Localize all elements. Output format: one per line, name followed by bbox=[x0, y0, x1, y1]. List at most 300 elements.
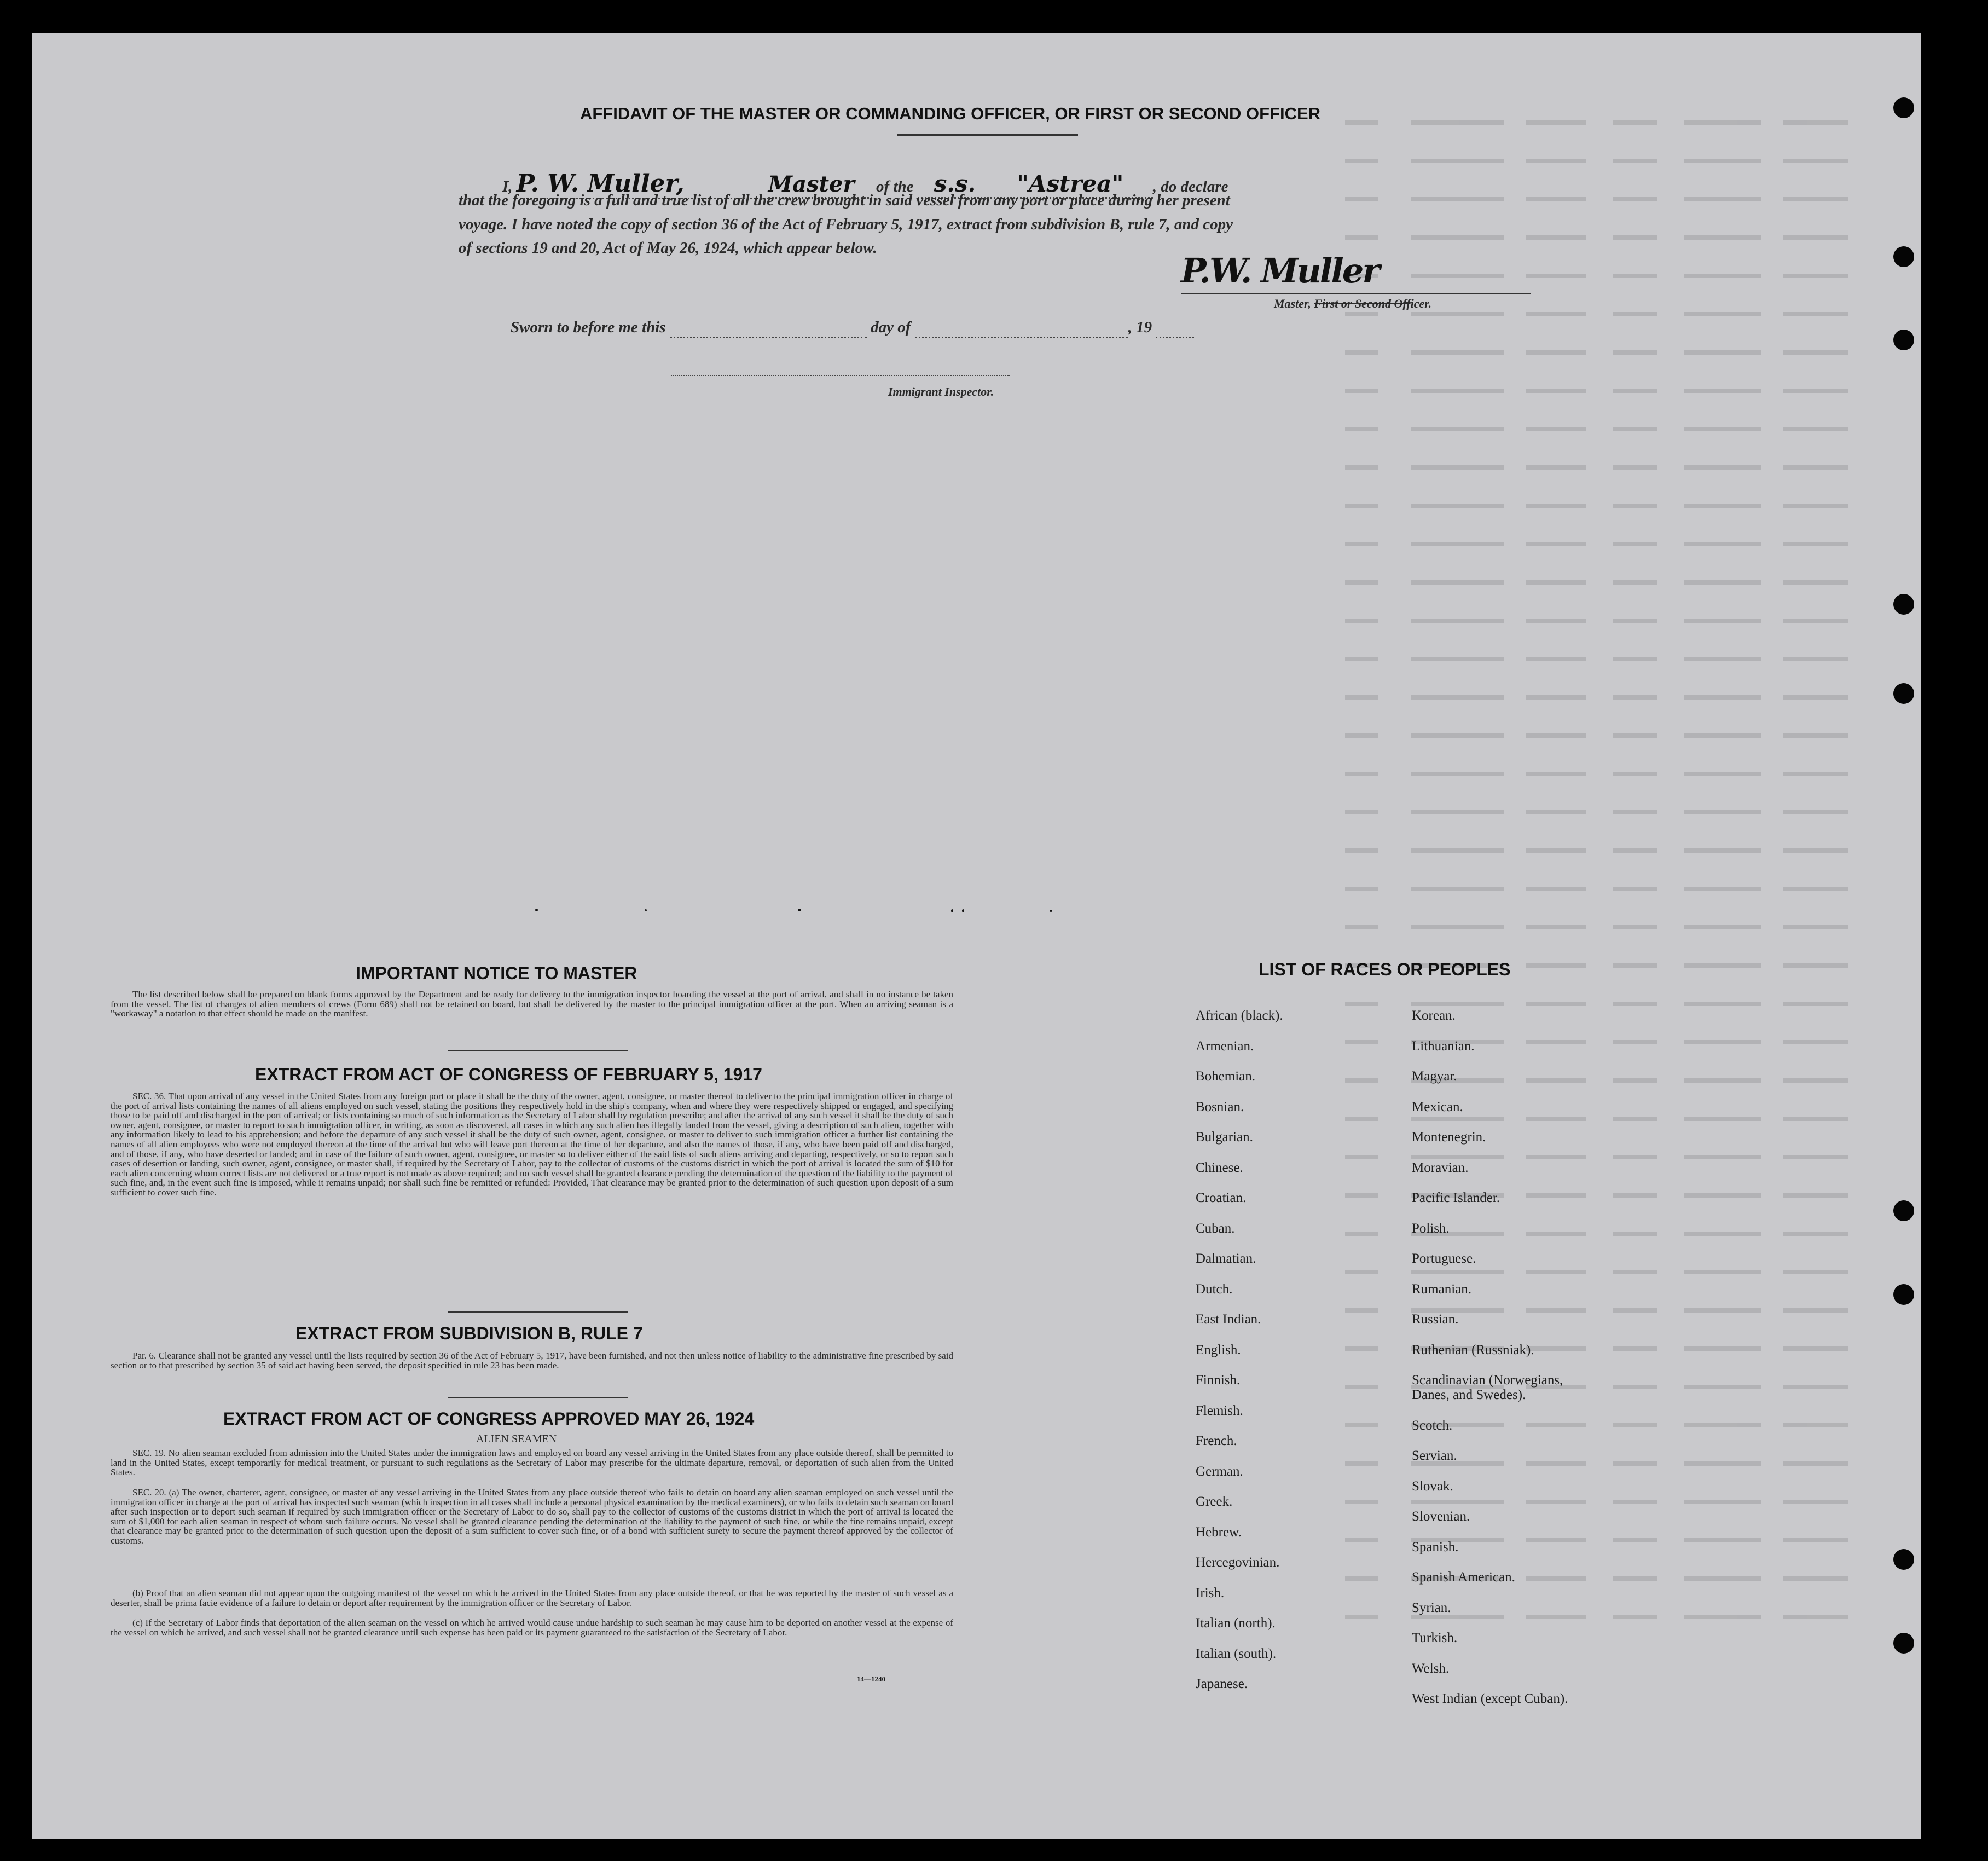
bleed-through-mark bbox=[1783, 1576, 1848, 1581]
rule7-title: EXTRACT FROM SUBDIVISION B, RULE 7 bbox=[295, 1323, 643, 1343]
race-item: Rumanian. bbox=[1412, 1281, 1472, 1297]
bleed-through-mark bbox=[1613, 1461, 1657, 1466]
bleed-through-mark bbox=[1783, 312, 1848, 316]
sig-master-label: Master, bbox=[1274, 297, 1311, 310]
bleed-through-mark bbox=[1684, 159, 1761, 163]
bleed-through-mark bbox=[1783, 1270, 1848, 1274]
bleed-through-mark bbox=[1783, 848, 1848, 853]
race-item: Armenian. bbox=[1196, 1038, 1254, 1054]
bleed-through-mark bbox=[1783, 389, 1848, 393]
race-item: Servian. bbox=[1412, 1448, 1457, 1463]
bleed-through-mark bbox=[1526, 1117, 1586, 1121]
bleed-through-mark bbox=[1526, 1500, 1586, 1504]
bleed-through-mark bbox=[1783, 772, 1848, 776]
bleed-through-mark bbox=[1411, 580, 1504, 585]
bleed-through-mark bbox=[1684, 619, 1761, 623]
bleed-through-mark bbox=[1526, 465, 1586, 470]
bleed-through-mark bbox=[1684, 657, 1761, 661]
bleed-through-mark bbox=[1411, 925, 1504, 929]
bleed-through-mark bbox=[1345, 1078, 1378, 1083]
bleed-through-mark bbox=[1684, 887, 1761, 891]
bleed-through-mark bbox=[1783, 695, 1848, 700]
bleed-through-mark bbox=[1684, 1346, 1761, 1351]
bleed-through-mark bbox=[1613, 1500, 1657, 1504]
punch-hole bbox=[1893, 1633, 1914, 1654]
bleed-through-mark bbox=[1345, 427, 1378, 431]
bleed-through-mark bbox=[1345, 1423, 1378, 1427]
document-page bbox=[32, 33, 1921, 1839]
bleed-through-mark bbox=[1684, 1308, 1761, 1313]
bleed-through-mark bbox=[1526, 1576, 1586, 1581]
bleed-through-mark bbox=[1783, 1155, 1848, 1159]
bleed-through-mark bbox=[1526, 887, 1586, 891]
bleed-through-mark bbox=[1345, 657, 1378, 661]
race-item: Croatian. bbox=[1196, 1190, 1247, 1205]
race-item: West Indian (except Cuban). bbox=[1412, 1691, 1568, 1706]
race-item: Scandinavian (Norwegians, bbox=[1412, 1373, 1563, 1388]
bleed-through-mark bbox=[1526, 120, 1586, 125]
bleed-through-mark bbox=[1684, 1193, 1761, 1198]
bleed-through-mark bbox=[1684, 1385, 1761, 1389]
bleed-through-mark bbox=[1411, 274, 1504, 278]
bleed-through-mark bbox=[1783, 235, 1848, 240]
race-item: Finnish. bbox=[1196, 1373, 1241, 1388]
bleed-through-mark bbox=[1684, 1615, 1761, 1619]
race-item: Ruthenian (Russniak). bbox=[1412, 1342, 1534, 1357]
bleed-through-mark bbox=[1684, 580, 1761, 585]
bleed-through-mark bbox=[1783, 120, 1848, 125]
bleed-through-mark bbox=[1526, 274, 1586, 278]
race-item: Bulgarian. bbox=[1196, 1130, 1253, 1145]
race-item: Mexican. bbox=[1412, 1099, 1463, 1114]
notice-body: The list described below shall be prepared on blank forms approved by the Department and be ready for delivery to the immigration inspector boarding the vessel at the port of arrival, and shall in no instance be taken from the vessel. The list of changes of alien members of crews (Form 689) shall not be retained on board, but shall be delivered by the master to the principal immigration officer at the port. When an arriving seaman is a "workaway" a notation to that effect should be made on the manifest. bbox=[111, 989, 953, 1019]
bleed-through-mark bbox=[1526, 350, 1586, 355]
bleed-through-mark bbox=[1345, 465, 1378, 470]
bleed-through-mark bbox=[1684, 235, 1761, 240]
race-item: German. bbox=[1196, 1464, 1243, 1479]
bleed-through-mark bbox=[1684, 389, 1761, 393]
bleed-through-mark bbox=[1411, 657, 1504, 661]
race-item: Japanese. bbox=[1196, 1677, 1248, 1691]
bleed-through-mark bbox=[1783, 963, 1848, 968]
master-name: P. W. Muller, bbox=[516, 170, 685, 198]
bleed-through-mark bbox=[1345, 389, 1378, 393]
bleed-through-mark bbox=[1783, 810, 1848, 814]
punch-hole bbox=[1893, 594, 1914, 615]
bleed-through-mark bbox=[1783, 1461, 1848, 1466]
bleed-through-mark bbox=[1684, 963, 1761, 968]
bleed-through-mark bbox=[1526, 1232, 1586, 1236]
race-item: Dalmatian. bbox=[1196, 1251, 1256, 1266]
bleed-through-mark bbox=[1613, 1385, 1657, 1389]
bleed-through-mark bbox=[1783, 1002, 1848, 1006]
bleed-through-mark bbox=[1526, 504, 1586, 508]
vessel-name: "Astrea" bbox=[1016, 170, 1124, 197]
bleed-through-mark bbox=[1526, 389, 1586, 393]
bleed-through-mark bbox=[1526, 580, 1586, 585]
bleed-through-mark bbox=[1345, 887, 1378, 891]
bleed-through-mark bbox=[1345, 1308, 1378, 1313]
affidavit-title: AFFIDAVIT OF THE MASTER OR COMMANDING OFFICER, OR FIRST OR SECOND OFFICER bbox=[580, 104, 1321, 123]
bleed-through-mark bbox=[1526, 848, 1586, 853]
bleed-through-mark bbox=[1411, 733, 1504, 738]
inspector-line bbox=[671, 374, 1010, 376]
bleed-through-mark bbox=[1345, 312, 1378, 316]
bleed-through-mark bbox=[1684, 695, 1761, 700]
bleed-through-mark bbox=[1613, 925, 1657, 929]
bleed-through-mark bbox=[1345, 810, 1378, 814]
bleed-through-mark bbox=[1783, 159, 1848, 163]
bleed-through-mark bbox=[1783, 887, 1848, 891]
divider bbox=[448, 1311, 628, 1313]
bleed-through-mark bbox=[1783, 1385, 1848, 1389]
bleed-through-mark bbox=[1526, 159, 1586, 163]
bleed-through-mark bbox=[1783, 1040, 1848, 1044]
bleed-through-mark bbox=[1411, 504, 1504, 508]
year-label: , 19 bbox=[1128, 319, 1152, 336]
bleed-through-mark bbox=[1411, 465, 1504, 470]
races-title: LIST OF RACES OR PEOPLES bbox=[1259, 960, 1511, 979]
bleed-through-mark bbox=[1411, 848, 1504, 853]
bleed-through-mark bbox=[1613, 1232, 1657, 1236]
bleed-through-mark bbox=[1411, 120, 1504, 125]
bleed-through-mark bbox=[1684, 1040, 1761, 1044]
declaration-text-3: of sections 19 and 20, Act of May 26, 1924, which appear below. bbox=[459, 239, 877, 257]
race-item: Russian. bbox=[1412, 1312, 1459, 1327]
bleed-through-mark bbox=[1613, 619, 1657, 623]
sec20b-body: (b) Proof that an alien seaman did not appear upon the outgoing manifest of the vessel on which he arrived in the United States from any place outside thereof, or that he was reported by the master of such vessel as a deserter, shall be prima facie evidence of a failure to detain or deport after requirement by the immigration officer or the Secretary of Labor. bbox=[111, 1588, 953, 1608]
divider bbox=[448, 1050, 628, 1051]
race-item: Hebrew. bbox=[1196, 1524, 1242, 1540]
bleed-through-mark bbox=[1783, 1232, 1848, 1236]
race-item: Chinese. bbox=[1196, 1160, 1243, 1175]
race-item: Welsh. bbox=[1412, 1661, 1450, 1676]
punch-hole bbox=[1893, 246, 1914, 267]
bleed-through-mark bbox=[1526, 1308, 1586, 1313]
extract-1924-title: EXTRACT FROM ACT OF CONGRESS APPROVED MAY 26, 1924 bbox=[223, 1409, 755, 1429]
bleed-through-mark bbox=[1684, 848, 1761, 853]
bleed-through-mark bbox=[1783, 504, 1848, 508]
declaration-text-1: that the foregoing is a full and true list of all the crew brought in said vessel from any port or place during her present bbox=[459, 192, 1230, 209]
bleed-through-mark bbox=[1613, 1078, 1657, 1083]
bleed-through-mark bbox=[1613, 350, 1657, 355]
bleed-through-mark bbox=[1613, 1040, 1657, 1044]
bleed-through-mark bbox=[1526, 197, 1586, 201]
bleed-through-mark bbox=[1613, 580, 1657, 585]
inspector-label: Immigrant Inspector. bbox=[888, 385, 994, 398]
bleed-through-mark bbox=[1411, 542, 1504, 546]
bleed-through-mark bbox=[1783, 657, 1848, 661]
race-item: Montenegrin. bbox=[1412, 1130, 1486, 1145]
rule7-body: Par. 6. Clearance shall not be granted any vessel until the lists required by section 36 of the Act of February 5, 1917, have been furnished, and not then unless notice of liability to the administrative fine prescribed by said section or to that prescribed by section 35 of said act having been served, the deposit specified in rule 23 has been made. bbox=[111, 1350, 953, 1371]
bleed-through-mark bbox=[1411, 159, 1504, 163]
form-number: 14—1240 bbox=[857, 1675, 885, 1683]
bleed-through-mark bbox=[1783, 465, 1848, 470]
bleed-through-mark bbox=[1526, 312, 1586, 316]
bleed-through-mark bbox=[1783, 1193, 1848, 1198]
bleed-through-mark bbox=[1345, 1117, 1378, 1121]
bleed-through-mark bbox=[1783, 1615, 1848, 1619]
bleed-through-mark bbox=[1684, 925, 1761, 929]
bleed-through-mark bbox=[1783, 1308, 1848, 1313]
bleed-through-mark bbox=[1411, 619, 1504, 623]
race-item: Italian (south). bbox=[1196, 1646, 1277, 1661]
signature: P.W. Muller bbox=[1181, 251, 1379, 291]
bleed-through-mark bbox=[1783, 925, 1848, 929]
bleed-through-mark bbox=[1345, 504, 1378, 508]
bleed-through-mark bbox=[1411, 1155, 1504, 1159]
bleed-through-mark bbox=[1345, 1500, 1378, 1504]
bleed-through-mark bbox=[1526, 1346, 1586, 1351]
bleed-through-mark bbox=[1783, 350, 1848, 355]
race-item: Greek. bbox=[1196, 1494, 1233, 1509]
extract-1917-body: SEC. 36. That upon arrival of any vessel in the United States from any foreign port or place it shall be the duty of the owner, agent, consignee, or master thereof to deliver to the principal immigration officer in charge of the port of arrival lists containing the names of all aliens employed on such vessel, stating the positions they respectively hold in the ship's company, when and where they were respectively shipped or engaged, and specifying those to be paid off and discharged in the port of arrival; or lists containing so much of such information as the Secretary of Labor shall by regulation prescribe; and after the arrival of any such vessel it shall be the duty of such owner, agent, consignee, or master to report to such immigration officer, in writing, as soon as discovered, all cases in which any such alien has illegally landed from the vessel, giving a description of such alien, together with any information likely to lead to his apprehension; and before the departure of any such vessel it shall be the duty of such owner, agent, consignee, or master to deliver to such immigration officer a further list containing the names of all alien employees who were not employed thereon at the time of the arrival but who will leave port thereon at the time of her departure, and also the names of those, if any, who have been paid off and discharged, and of those, if any, who have deserted or landed; and in case of the failure of such owner, agent, consignee, or master so to deliver either of the said lists of such aliens arriving and departing, respectively, or so to report such cases of desertion or landing, such owner, agent, consignee, or master shall, if required by the Secretary of Labor, pay to the collector of customs of the customs district in which the port of arrival is located the sum of $10 for each alien concerning whom correct lists are not delivered or a true report is not made as above required; and no such vessel shall be granted clearance pending the determination of the question of the liability to the payment of such fine, and, in the event such fine is imposed, while it remains unpaid; nor shall such fine be remitted or refunded: Provided, That clearance may be granted prior to the determination of such question upon deposit of a sum sufficient to cover such fine. bbox=[111, 1091, 953, 1198]
bleed-through-mark bbox=[1613, 1308, 1657, 1313]
sig-end-label: icer. bbox=[1410, 297, 1432, 310]
bleed-through-mark bbox=[1526, 1615, 1586, 1619]
bleed-through-mark bbox=[1783, 580, 1848, 585]
race-item: Dutch. bbox=[1196, 1281, 1233, 1297]
day-of-label: day of bbox=[871, 319, 911, 336]
bleed-through-mark bbox=[1613, 274, 1657, 278]
race-item: Pacific Islander. bbox=[1412, 1190, 1500, 1205]
race-item: Cuban. bbox=[1196, 1221, 1235, 1236]
bleed-through-mark bbox=[1613, 848, 1657, 853]
bleed-through-mark bbox=[1526, 657, 1586, 661]
signature-line bbox=[1181, 293, 1531, 294]
bleed-through-mark bbox=[1684, 810, 1761, 814]
sec20a-body: SEC. 20. (a) The owner, charterer, agent, consignee, or master of any vessel arriving in the United States from any place outside thereof who fails to detain on board any alien seaman employed on such vessel until the immigration officer in charge at the port of arrival has inspected such seaman (which inspection in all cases shall include a personal physical examination by the medical examiners), or who fails to detain such seaman on board after such inspection or to deport such seaman if required by such immigration officer or the Secretary of Labor to do so, shall pay to the collector of customs of the customs district in which the port of arrival is located the sum of $1,000 for each alien seaman in respect of whom such failure occurs. No vessel shall be granted clearance pending the determination of the liability to the payment of such fine, or while the fine remains unpaid, except that clearance may be granted prior to the determination of such question upon the deposit of a sum sufficient to cover such fine, or of a bond with sufficient surety to secure the payment thereof approved by the collector of customs. bbox=[111, 1487, 953, 1546]
bleed-through-mark bbox=[1684, 772, 1761, 776]
bleed-through-mark bbox=[1345, 120, 1378, 125]
bleed-through-mark bbox=[1526, 733, 1586, 738]
bleed-through-mark bbox=[1613, 1576, 1657, 1581]
bleed-through-mark bbox=[1345, 580, 1378, 585]
race-item: Slovenian. bbox=[1412, 1509, 1470, 1524]
punch-hole bbox=[1893, 1549, 1914, 1570]
bleed-through-mark bbox=[1345, 542, 1378, 546]
bleed-through-mark bbox=[1345, 350, 1378, 355]
bleed-through-mark bbox=[1613, 389, 1657, 393]
bleed-through-mark bbox=[1613, 1193, 1657, 1198]
bleed-through-mark bbox=[1526, 1155, 1586, 1159]
bleed-through-mark bbox=[1345, 1346, 1378, 1351]
race-item: Bosnian. bbox=[1196, 1099, 1244, 1114]
bleed-through-mark bbox=[1345, 1155, 1378, 1159]
bleed-through-mark bbox=[1783, 274, 1848, 278]
bleed-through-mark bbox=[1411, 810, 1504, 814]
bleed-through-mark bbox=[1345, 1615, 1378, 1619]
of-the-label: of the bbox=[876, 178, 914, 195]
bleed-through-mark bbox=[1526, 619, 1586, 623]
race-item: Spanish American. bbox=[1412, 1570, 1515, 1585]
bleed-through-mark bbox=[1345, 1576, 1378, 1581]
race-item: Turkish. bbox=[1412, 1631, 1458, 1645]
punch-hole bbox=[1893, 683, 1914, 704]
race-item: Slovak. bbox=[1412, 1478, 1453, 1494]
bleed-through-mark bbox=[1684, 504, 1761, 508]
bleed-through-mark bbox=[1345, 1270, 1378, 1274]
bleed-through-mark bbox=[1684, 350, 1761, 355]
bleed-through-mark bbox=[1613, 1117, 1657, 1121]
bleed-through-mark bbox=[1526, 1193, 1586, 1198]
race-item: Syrian. bbox=[1412, 1600, 1451, 1615]
bleed-through-mark bbox=[1411, 1002, 1504, 1006]
bleed-through-mark bbox=[1411, 887, 1504, 891]
bleed-through-mark bbox=[1345, 1193, 1378, 1198]
race-item: Spanish. bbox=[1412, 1539, 1459, 1554]
bleed-through-mark bbox=[1684, 1270, 1761, 1274]
bleed-through-mark bbox=[1411, 1270, 1504, 1274]
bleed-through-mark bbox=[1783, 733, 1848, 738]
sworn-line bbox=[511, 319, 1194, 338]
bleed-through-mark bbox=[1613, 657, 1657, 661]
sec19-body: SEC. 19. No alien seaman excluded from admission into the United States under the immigration laws and employed on board any vessel arriving in the United States from any place outside thereof, shall be permitted to land in the United States, except temporarily for medical treatment, or pursuant to such regulations as the Secretary of Labor may prescribe for the ultimate departure, removal, or deportation of such alien from the United States. bbox=[111, 1448, 953, 1478]
bleed-through-mark bbox=[1684, 1576, 1761, 1581]
bleed-through-mark bbox=[1684, 1002, 1761, 1006]
bleed-through-mark bbox=[1345, 1385, 1378, 1389]
bleed-through-mark bbox=[1345, 159, 1378, 163]
bleed-through-mark bbox=[1684, 1538, 1761, 1542]
sworn-month-field bbox=[915, 319, 1128, 338]
bleed-through-mark bbox=[1684, 542, 1761, 546]
bleed-through-mark bbox=[1613, 235, 1657, 240]
bleed-through-mark bbox=[1613, 504, 1657, 508]
bleed-through-mark bbox=[1684, 1155, 1761, 1159]
bleed-through-mark bbox=[1345, 197, 1378, 201]
race-item: Danes, and Swedes). bbox=[1412, 1388, 1526, 1402]
bleed-through-mark bbox=[1783, 619, 1848, 623]
bleed-through-mark bbox=[1526, 1040, 1586, 1044]
bleed-through-mark bbox=[1684, 465, 1761, 470]
punch-hole bbox=[1893, 330, 1914, 350]
bleed-through-mark bbox=[1613, 733, 1657, 738]
bleed-through-mark bbox=[1684, 1232, 1761, 1236]
race-item: African (black). bbox=[1196, 1008, 1283, 1023]
notice-title: IMPORTANT NOTICE TO MASTER bbox=[356, 963, 637, 983]
bleed-through-mark bbox=[1684, 274, 1761, 278]
bleed-through-mark bbox=[1613, 1002, 1657, 1006]
bleed-through-mark bbox=[1613, 427, 1657, 431]
sworn-label: Sworn to before me this bbox=[511, 319, 666, 336]
bleed-through-mark bbox=[1613, 312, 1657, 316]
fold-marks bbox=[535, 909, 1055, 911]
race-item: Portuguese. bbox=[1412, 1251, 1476, 1266]
declaration-text-2: voyage. I have noted the copy of section 36 of the Act of February 5, 1917, extract from subdivision B, rule 7, and copy bbox=[459, 216, 1233, 233]
punch-hole bbox=[1893, 97, 1914, 118]
bleed-through-mark bbox=[1613, 1270, 1657, 1274]
race-item: English. bbox=[1196, 1342, 1241, 1357]
vessel-prefix: s.s. bbox=[934, 170, 976, 197]
sworn-year-field bbox=[1156, 319, 1194, 338]
bleed-through-mark bbox=[1684, 197, 1761, 201]
bleed-through-mark bbox=[1613, 465, 1657, 470]
race-item: Hercegovinian. bbox=[1196, 1555, 1280, 1570]
bleed-through-mark bbox=[1783, 1538, 1848, 1542]
punch-hole bbox=[1893, 1284, 1914, 1305]
race-item: Magyar. bbox=[1412, 1069, 1457, 1084]
bleed-through-mark bbox=[1411, 312, 1504, 316]
bleed-through-mark bbox=[1526, 772, 1586, 776]
race-item: Italian (north). bbox=[1196, 1616, 1276, 1631]
bleed-through-mark bbox=[1684, 733, 1761, 738]
bleed-through-mark bbox=[1345, 1461, 1378, 1466]
bleed-through-mark bbox=[1783, 1346, 1848, 1351]
bleed-through-mark bbox=[1526, 1078, 1586, 1083]
bleed-through-mark bbox=[1411, 772, 1504, 776]
race-item: French. bbox=[1196, 1434, 1237, 1448]
bleed-through-mark bbox=[1345, 1040, 1378, 1044]
bleed-through-mark bbox=[1684, 1078, 1761, 1083]
bleed-through-mark bbox=[1526, 542, 1586, 546]
bleed-through-mark bbox=[1526, 1423, 1586, 1427]
alien-seamen-subtitle: ALIEN SEAMEN bbox=[476, 1433, 557, 1445]
punch-hole bbox=[1893, 1200, 1914, 1221]
extract-1917-title: EXTRACT FROM ACT OF CONGRESS OF FEBRUARY 5, 1917 bbox=[255, 1065, 762, 1084]
bleed-through-mark bbox=[1613, 197, 1657, 201]
master-rank: Master bbox=[768, 171, 855, 197]
sec20c-body: (c) If the Secretary of Labor finds that deportation of the alien seaman on the vessel on which he arrived would cause undue hardship to such seaman he may cause him to be deported on another vessel at the expense of the vessel on which he arrived, and such vessel shall not be granted clearance until such expense has been paid or its payment guaranteed to the satisfaction of the Secretary of Labor. bbox=[111, 1617, 953, 1638]
race-item: Scotch. bbox=[1412, 1418, 1453, 1433]
race-item: Korean. bbox=[1412, 1008, 1456, 1023]
bleed-through-mark bbox=[1526, 1461, 1586, 1466]
race-item: Lithuanian. bbox=[1412, 1038, 1475, 1054]
bleed-through-mark bbox=[1684, 1117, 1761, 1121]
bleed-through-mark bbox=[1411, 350, 1504, 355]
bleed-through-mark bbox=[1613, 1155, 1657, 1159]
bleed-through-mark bbox=[1613, 887, 1657, 891]
sworn-day-field bbox=[670, 319, 867, 338]
bleed-through-mark bbox=[1411, 197, 1504, 201]
bleed-through-mark bbox=[1411, 389, 1504, 393]
bleed-through-mark bbox=[1613, 1346, 1657, 1351]
do-declare-label: , do declare bbox=[1152, 178, 1228, 195]
bleed-through-mark bbox=[1684, 120, 1761, 125]
bleed-through-mark bbox=[1345, 235, 1378, 240]
bleed-through-mark bbox=[1684, 1500, 1761, 1504]
divider bbox=[897, 134, 1078, 136]
bleed-through-mark bbox=[1613, 695, 1657, 700]
bleed-through-mark bbox=[1526, 235, 1586, 240]
bleed-through-mark bbox=[1345, 1002, 1378, 1006]
race-item: Bohemian. bbox=[1196, 1069, 1256, 1084]
bleed-through-mark bbox=[1345, 619, 1378, 623]
bleed-through-mark bbox=[1411, 235, 1504, 240]
bleed-through-mark bbox=[1345, 1538, 1378, 1542]
bleed-through-mark bbox=[1345, 848, 1378, 853]
bleed-through-mark bbox=[1684, 1461, 1761, 1466]
bleed-through-mark bbox=[1526, 1270, 1586, 1274]
race-item: Irish. bbox=[1196, 1585, 1225, 1600]
bleed-through-mark bbox=[1684, 312, 1761, 316]
bleed-through-mark bbox=[1783, 1423, 1848, 1427]
bleed-through-mark bbox=[1613, 772, 1657, 776]
bleed-through-mark bbox=[1783, 542, 1848, 546]
race-item: East Indian. bbox=[1196, 1312, 1261, 1327]
bleed-through-mark bbox=[1783, 1117, 1848, 1121]
i-label: I, bbox=[502, 178, 513, 195]
bleed-through-mark bbox=[1526, 925, 1586, 929]
bleed-through-mark bbox=[1783, 197, 1848, 201]
bleed-through-mark bbox=[1345, 772, 1378, 776]
race-item: Moravian. bbox=[1412, 1160, 1469, 1175]
bleed-through-mark bbox=[1411, 427, 1504, 431]
bleed-through-mark bbox=[1613, 159, 1657, 163]
bleed-through-mark bbox=[1526, 427, 1586, 431]
bleed-through-mark bbox=[1526, 810, 1586, 814]
signature-caption bbox=[1274, 297, 1431, 311]
bleed-through-mark bbox=[1684, 1423, 1761, 1427]
